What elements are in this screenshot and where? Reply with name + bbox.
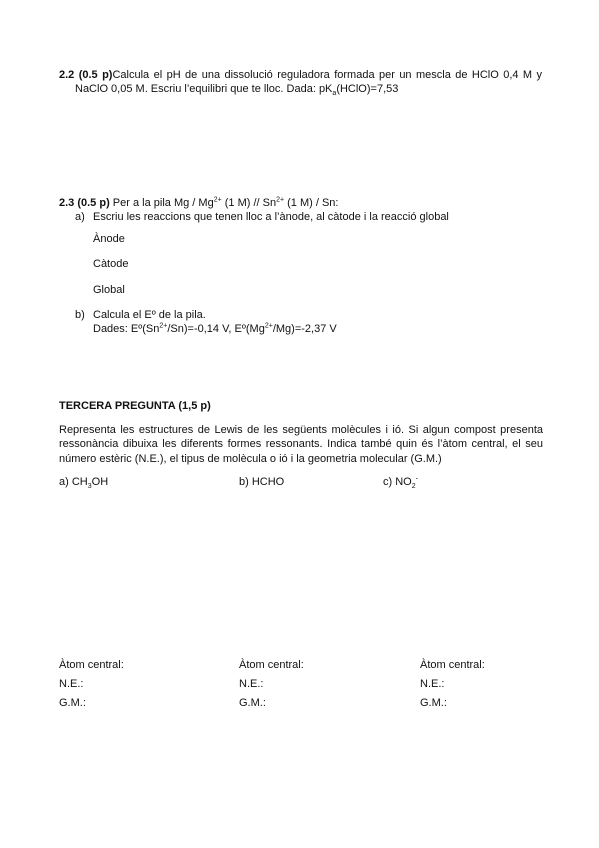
question-2-3-heading: 2.3 (0.5 p) Per a la pila Mg / $Mg^{2+}$ (1 $M) // Sn^{2+}$ (1 M) / Sn: [59,196,339,209]
atom-central-label: Àtom central: [59,659,124,671]
question-3-instructions: Representa les estructures de Lewis de les següents molècules i ió. Si algun compost presenta ressonància dibuixa les diferents formes ressonants. Indica també quin és l’àtom central, el seu número estèric (N.E.), el tipus de molècula o ió i la geometria molecular (G.M.) [59,424,543,465]
ne-label: N.E.: [420,678,445,690]
gm-label: G.M.: [239,697,266,709]
ne-label: N.E.: [59,678,84,690]
question-2-3-data: Dades: $Eº(Sn^{2+}/Sn)=-0,14$ V, $Eº(Mg^{2+}/Mg)=-2,37$ V [93,322,337,335]
atom-central-label: Àtom central: [420,659,485,671]
question-2-3-a-text: Escriu les reaccions que tenen lloc a l’ànode, al càtode i la reacció global [93,211,449,223]
question-2-3-b-marker: b) [75,309,85,321]
molecule-b: b) HCHO [239,476,285,488]
question-2-2-line-2: NaClO 0,05 M. Escriu l’equilibri que te lloc. Dada: $pK_a(HClO)=7,53$ [75,82,399,97]
question-2-3-b-text: Calcula el Eº de la pila. [93,309,206,321]
anode-label: Ànode [93,233,125,245]
question-2-2-number: 2.2 (0.5 p) [59,69,113,81]
global-label: Global [93,284,125,296]
question-2-3-number: 2.3 (0.5 p) [59,197,110,209]
molecule-c: c) $NO_2^-$ [383,475,418,491]
gm-label: G.M.: [59,697,86,709]
section-title: TERCERA PREGUNTA (1,5 p) [59,400,211,412]
molecule-a: a) $CH_3OH$ [59,476,109,491]
question-2-2 [59,69,542,97]
question-2-3-a-marker: a) [75,211,85,223]
catode-label: Càtode [93,258,129,270]
atom-central-label: Àtom central: [239,659,304,671]
ne-label: N.E.: [239,678,264,690]
gm-label: G.M.: [420,697,447,709]
question-2-2-line-1: 2.2 (0.5 p)Calcula el pH de una dissolució reguladora formada per un mescla de HClO 0,4 M y [59,69,542,81]
